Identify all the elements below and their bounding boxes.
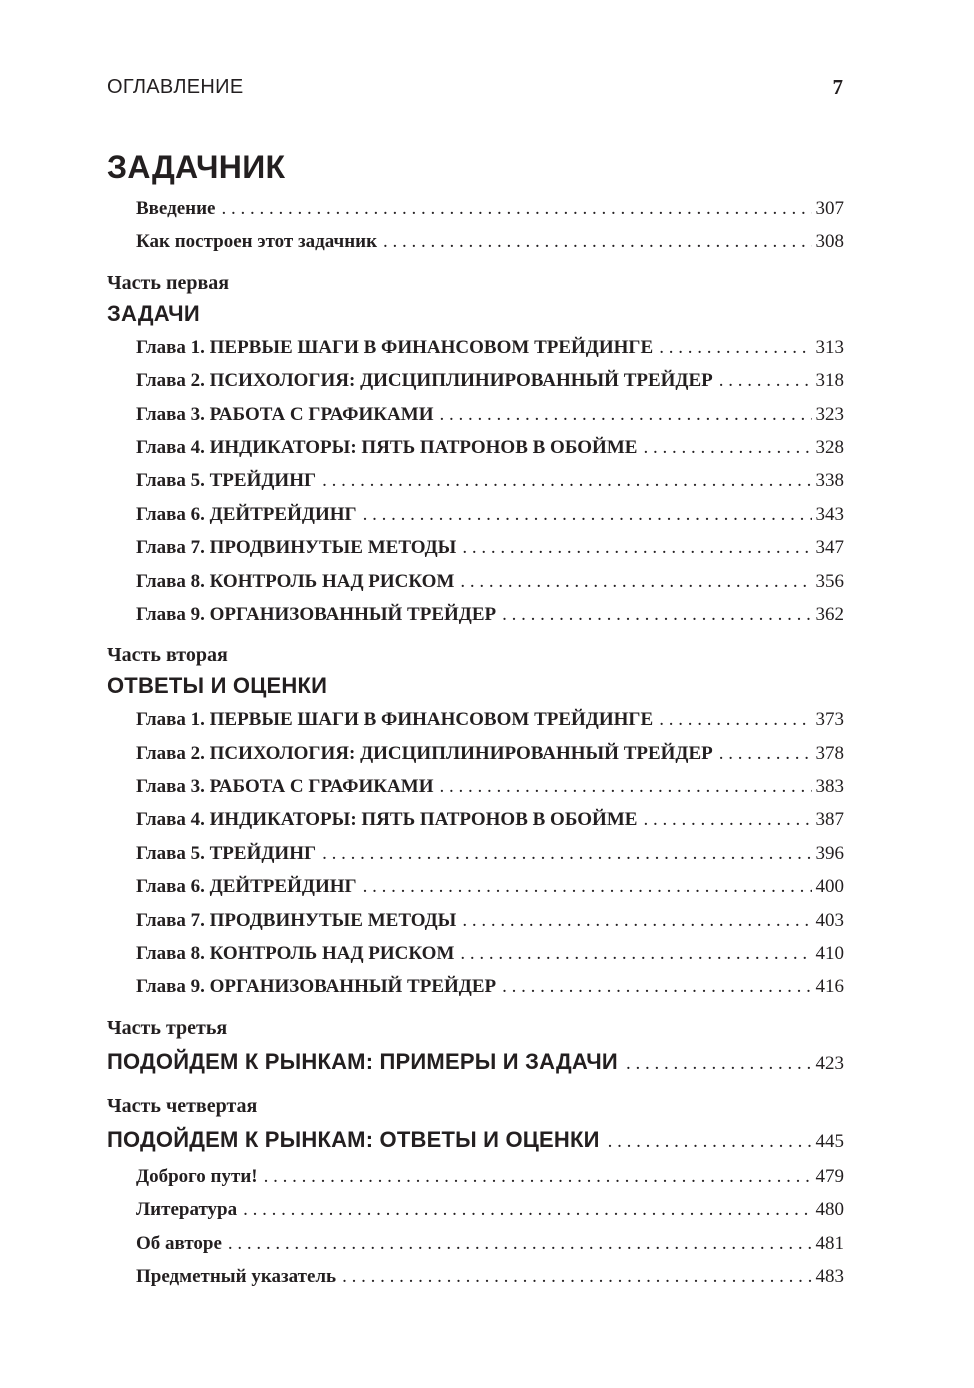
running-head: ОГЛАВЛЕНИЕ [107, 76, 244, 98]
toc-entry-page: 479 [815, 1165, 844, 1187]
toc-entry-page: 373 [815, 709, 844, 731]
dot-leader [363, 870, 812, 903]
toc-entry-page: 318 [815, 370, 844, 392]
dot-leader [719, 364, 812, 397]
page-number: 7 [832, 75, 843, 99]
toc-entry-page: 323 [815, 403, 844, 425]
toc-entry-page: 483 [815, 1265, 844, 1287]
toc-entry[interactable] [107, 531, 844, 564]
toc-entry-part-three[interactable] [107, 1042, 844, 1082]
dot-leader [322, 464, 811, 497]
toc-entry-page: 356 [815, 570, 844, 592]
dot-leader [608, 1122, 812, 1162]
toc-entry-label: Глава 3. РАБОТА С ГРАФИКАМИ [136, 776, 434, 798]
toc-entry-page: 308 [815, 231, 844, 253]
toc-entry-page: 423 [815, 1052, 844, 1074]
part-title: ПОДОЙДЕМ К РЫНКАМ: ПРИМЕРЫ И ЗАДАЧИ [107, 1048, 618, 1074]
toc-entry-label: Доброго пути! [136, 1165, 258, 1187]
toc-entry[interactable] [107, 565, 844, 598]
toc-entry-page: 307 [815, 198, 844, 219]
part-two [107, 641, 844, 1004]
toc-entry[interactable] [107, 398, 844, 431]
toc-entry-page: 387 [815, 809, 844, 831]
toc-entry-label: Глава 8. КОНТРОЛЬ НАД РИСКОМ [136, 570, 455, 592]
toc-entry-label: Глава 7. ПРОДВИНУТЫЕ МЕТОДЫ [136, 909, 457, 931]
dot-leader [643, 803, 811, 836]
dot-leader [659, 331, 811, 364]
part-label: Часть третья [107, 1016, 228, 1039]
toc-entry[interactable] [107, 803, 844, 836]
toc-entry[interactable] [107, 970, 844, 1003]
toc-entry-page: 400 [815, 876, 844, 898]
toc-entry-page: 343 [815, 503, 844, 525]
toc-entry[interactable] [107, 331, 844, 364]
toc-entry-label: Глава 5. ТРЕЙДИНГ [136, 842, 317, 864]
toc-entry-page: 480 [815, 1199, 844, 1221]
dot-leader [440, 398, 812, 431]
dot-leader [719, 737, 812, 770]
toc-entry[interactable] [107, 937, 844, 970]
toc-entry[interactable] [107, 770, 844, 803]
toc-entry-page: 416 [815, 976, 844, 998]
toc-entry-label: Глава 1. ПЕРВЫЕ ШАГИ В ФИНАНСОВОМ ТРЕЙДИНГЕ [136, 709, 654, 731]
dot-leader [222, 192, 812, 225]
toc-entry-label: Как построен этот задачник [136, 231, 378, 253]
part-label: Часть первая [107, 271, 230, 294]
toc-entry-label: Предметный указатель [136, 1265, 337, 1287]
chapter-list [107, 703, 844, 1004]
toc-entry-page: 410 [815, 943, 844, 965]
part-title: ОТВЕТЫ И ОЦЕНКИ [107, 673, 328, 699]
toc-entry-how-built[interactable] [107, 225, 844, 258]
dot-leader [342, 1260, 811, 1293]
dot-leader [363, 498, 812, 531]
chapter-list [107, 331, 844, 632]
part-four [107, 1092, 844, 1294]
toc-entry-page: 328 [815, 436, 844, 458]
toc-entry-label: Глава 4. ИНДИКАТОРЫ: ПЯТЬ ПАТРОНОВ В ОБОЙМЕ [136, 809, 638, 831]
toc-entry-page: 362 [815, 603, 844, 625]
toc-entry-label: Об авторе [136, 1232, 222, 1254]
toc-entry-label: Глава 6. ДЕЙТРЕЙДИНГ [136, 876, 357, 898]
toc-entry-page: 396 [815, 842, 844, 864]
toc-entry-page: 481 [815, 1232, 844, 1254]
toc-entry-part-four[interactable] [107, 1120, 844, 1160]
part-three [107, 1014, 844, 1082]
toc-entry-label: Глава 9. ОРГАНИЗОВАННЫЙ ТРЕЙДЕР [136, 603, 497, 625]
toc-entry[interactable] [107, 1227, 844, 1260]
toc-entry-label: Глава 5. ТРЕЙДИНГ [136, 470, 317, 492]
toc-entry[interactable] [107, 703, 844, 736]
toc-entry[interactable] [107, 1160, 844, 1193]
toc-entry[interactable] [107, 598, 844, 631]
toc-entry-page: 445 [815, 1130, 844, 1152]
toc-entry-page: 383 [815, 776, 844, 798]
toc-entry-intro[interactable] [107, 192, 844, 225]
toc-entry[interactable] [107, 904, 844, 937]
dot-leader [643, 431, 811, 464]
toc-entry-page: 378 [815, 742, 844, 764]
dot-leader [322, 837, 811, 870]
toc-entry-label: Глава 2. ПСИХОЛОГИЯ: ДИСЦИПЛИНИРОВАННЫЙ ТРЕЙДЕР [136, 370, 713, 392]
dot-leader [460, 937, 811, 970]
toc-entry-label: Глава 6. ДЕЙТРЕЙДИНГ [136, 503, 357, 525]
dot-leader [626, 1044, 812, 1084]
toc-entry-label: Введение [136, 198, 216, 219]
part-label: Часть вторая [107, 644, 228, 667]
dot-leader [462, 531, 811, 564]
dot-leader [462, 904, 811, 937]
toc-entry-page: 338 [815, 470, 844, 492]
toc-entry[interactable] [107, 464, 844, 497]
toc-entry[interactable] [107, 1260, 844, 1293]
toc-entry[interactable] [107, 737, 844, 770]
toc-entry-label: Глава 8. КОНТРОЛЬ НАД РИСКОМ [136, 943, 455, 965]
toc-entry-page: 347 [815, 537, 844, 559]
toc-entry-label: Глава 9. ОРГАНИЗОВАННЫЙ ТРЕЙДЕР [136, 976, 497, 998]
dot-leader [383, 225, 811, 258]
dot-leader [502, 598, 811, 631]
dot-leader [228, 1227, 812, 1260]
part-title: ЗАДАЧИ [107, 300, 200, 326]
toc-entry-label: Глава 1. ПЕРВЫЕ ШАГИ В ФИНАНСОВОМ ТРЕЙДИНГЕ [136, 336, 654, 358]
toc-entry[interactable] [107, 837, 844, 870]
dot-leader [264, 1160, 812, 1193]
dot-leader [440, 770, 812, 803]
dot-leader [243, 1193, 811, 1226]
part-one [107, 269, 844, 632]
toc-entry[interactable] [107, 1193, 844, 1226]
dot-leader [659, 703, 811, 736]
toc-entry-label: Глава 3. РАБОТА С ГРАФИКАМИ [136, 403, 434, 425]
toc-entry[interactable] [107, 431, 844, 464]
part-title: ПОДОЙДЕМ К РЫНКАМ: ОТВЕТЫ И ОЦЕНКИ [107, 1126, 600, 1152]
section-title: ЗАДАЧНИК [107, 149, 286, 185]
toc-entry[interactable] [107, 870, 844, 903]
toc-entry-label: Глава 2. ПСИХОЛОГИЯ: ДИСЦИПЛИНИРОВАННЫЙ ТРЕЙДЕР [136, 742, 713, 764]
dot-leader [502, 970, 811, 1003]
toc-entry-label: Глава 7. ПРОДВИНУТЫЕ МЕТОДЫ [136, 537, 457, 559]
toc-entry[interactable] [107, 498, 844, 531]
toc-entry-label: Глава 4. ИНДИКАТОРЫ: ПЯТЬ ПАТРОНОВ В ОБОЙМЕ [136, 436, 638, 458]
back-matter-list [107, 1160, 844, 1294]
toc-entry[interactable] [107, 364, 844, 397]
toc-entry-page: 313 [815, 336, 844, 358]
table-of-contents [107, 143, 844, 1293]
dot-leader [460, 565, 811, 598]
part-label: Часть четвертая [107, 1094, 258, 1117]
toc-entry-label: Литература [136, 1199, 238, 1221]
toc-entry-page: 403 [815, 909, 844, 931]
